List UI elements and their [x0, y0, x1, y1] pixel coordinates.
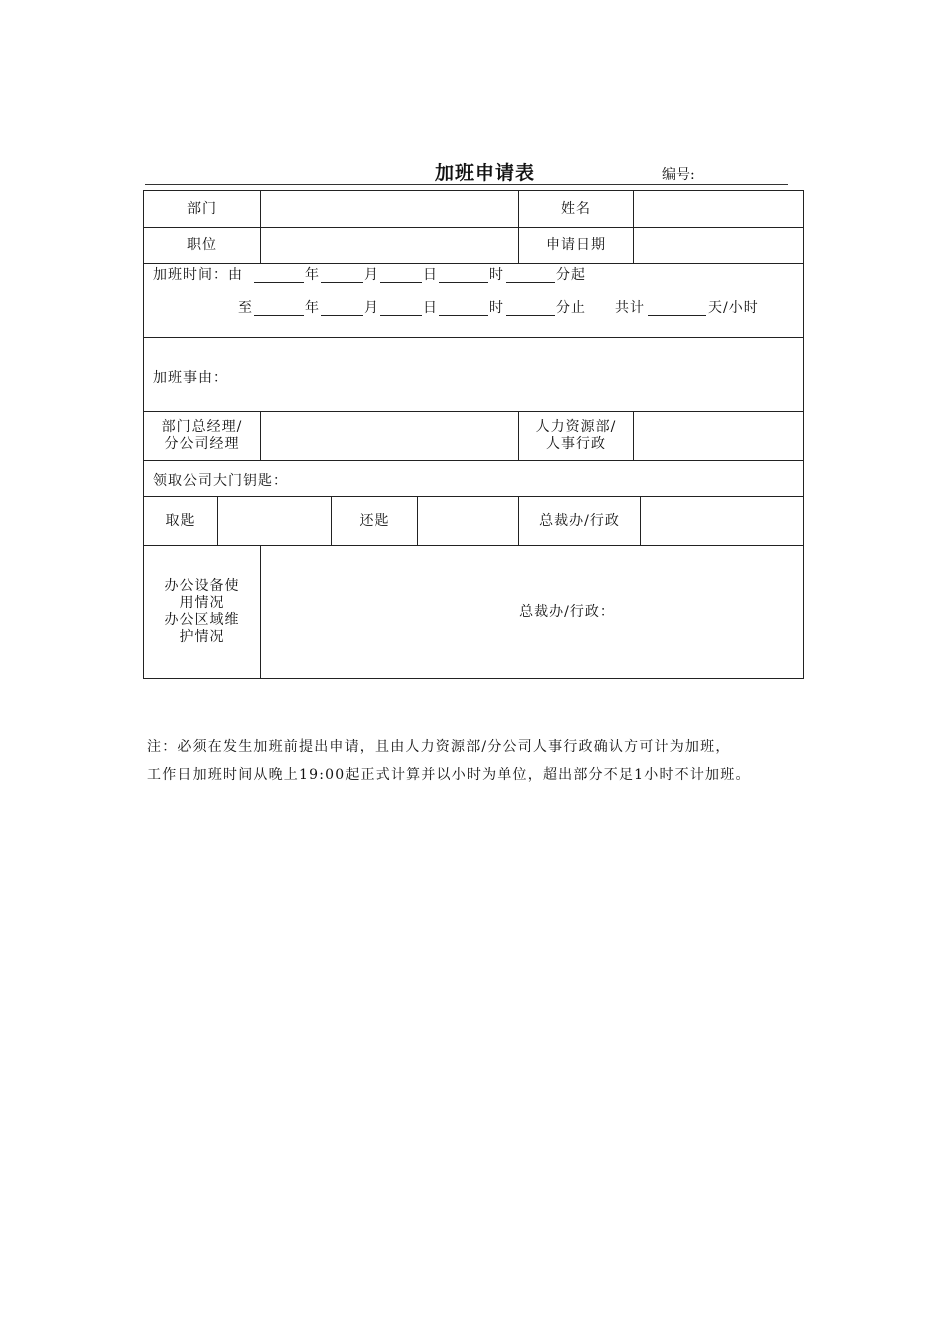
- start-hour-blank[interactable]: [439, 282, 488, 283]
- end-hour-blank[interactable]: [439, 315, 488, 316]
- note-line-2: 工作日加班时间从晚上19:00起正式计算并以小时为单位，超出部分不足1小时不计加班。: [147, 767, 751, 783]
- total-blank[interactable]: [648, 315, 706, 316]
- president-admin-field[interactable]: [641, 497, 803, 545]
- dept-manager-line1: 部门总经理/: [161, 419, 243, 435]
- name-field[interactable]: [634, 191, 803, 227]
- end-minute-blank[interactable]: [506, 315, 555, 316]
- department-label: 部门: [187, 200, 217, 217]
- hr-field[interactable]: [634, 412, 803, 460]
- position-field[interactable]: [261, 228, 518, 263]
- overtime-time-label: 加班时间：由: [153, 267, 243, 283]
- key-label: 领取公司大门钥匙：: [153, 473, 288, 489]
- equipment-line1: 办公设备使: [164, 578, 240, 594]
- form-title: 加班申请表: [435, 162, 536, 184]
- end-year-blank[interactable]: [254, 315, 304, 316]
- reason-label: 加班事由：: [153, 370, 228, 386]
- dept-manager-line2: 分公司经理: [164, 436, 240, 452]
- take-key-field[interactable]: [218, 497, 331, 545]
- title-underline: [145, 184, 788, 185]
- note-line-1: 注：必须在发生加班前提出申请，且由人力资源部/分公司人事行政确认方可计为加班，: [147, 739, 731, 755]
- dept-manager-label: [144, 412, 260, 460]
- hr-line1: 人力资源部/: [535, 419, 617, 435]
- to-label: 至: [238, 300, 253, 316]
- return-key-label: 还匙: [359, 512, 390, 529]
- end-minute-label: 分止: [556, 300, 586, 316]
- unit-label: 天/小时: [708, 300, 759, 316]
- row-divider: [144, 460, 803, 461]
- start-minute-label: 分起: [556, 267, 586, 283]
- end-day-label: 日: [423, 300, 438, 316]
- end-hour-label: 时: [489, 300, 504, 316]
- start-month-label: 月: [364, 267, 379, 283]
- end-day-blank[interactable]: [380, 315, 422, 316]
- dept-manager-field[interactable]: [261, 412, 518, 460]
- reason-field[interactable]: [244, 338, 803, 411]
- position-label: 职位: [187, 237, 217, 253]
- apply-date-label: 申请日期: [546, 237, 606, 253]
- start-year-label: 年: [305, 267, 320, 283]
- president-admin-label: 总裁办/行政: [539, 512, 620, 529]
- equipment-line2: 用情况: [179, 595, 225, 611]
- equipment-field[interactable]: [261, 546, 803, 678]
- start-day-label: 日: [423, 267, 438, 283]
- apply-date-field[interactable]: [634, 228, 803, 263]
- start-hour-label: 时: [489, 267, 504, 283]
- president-admin-sign: 总裁办/行政：: [519, 603, 615, 620]
- take-key-label: 取匙: [165, 512, 196, 529]
- start-minute-blank[interactable]: [506, 282, 555, 283]
- start-year-blank[interactable]: [254, 282, 304, 283]
- equipment-label: [144, 546, 260, 678]
- hr-label: [519, 412, 633, 460]
- equipment-line3: 办公区域维: [164, 612, 240, 628]
- return-key-field[interactable]: [418, 497, 518, 545]
- name-label: 姓名: [561, 200, 591, 217]
- end-month-label: 月: [364, 300, 379, 316]
- end-year-label: 年: [305, 300, 320, 316]
- total-label: 共计: [615, 300, 645, 316]
- serial-number-label: 编号:: [662, 167, 695, 183]
- overtime-form-table: [143, 190, 804, 679]
- hr-line2: 人事行政: [546, 436, 606, 452]
- start-day-blank[interactable]: [380, 282, 422, 283]
- end-month-blank[interactable]: [321, 315, 363, 316]
- start-month-blank[interactable]: [321, 282, 363, 283]
- equipment-line4: 护情况: [179, 629, 225, 645]
- department-field[interactable]: [261, 191, 518, 227]
